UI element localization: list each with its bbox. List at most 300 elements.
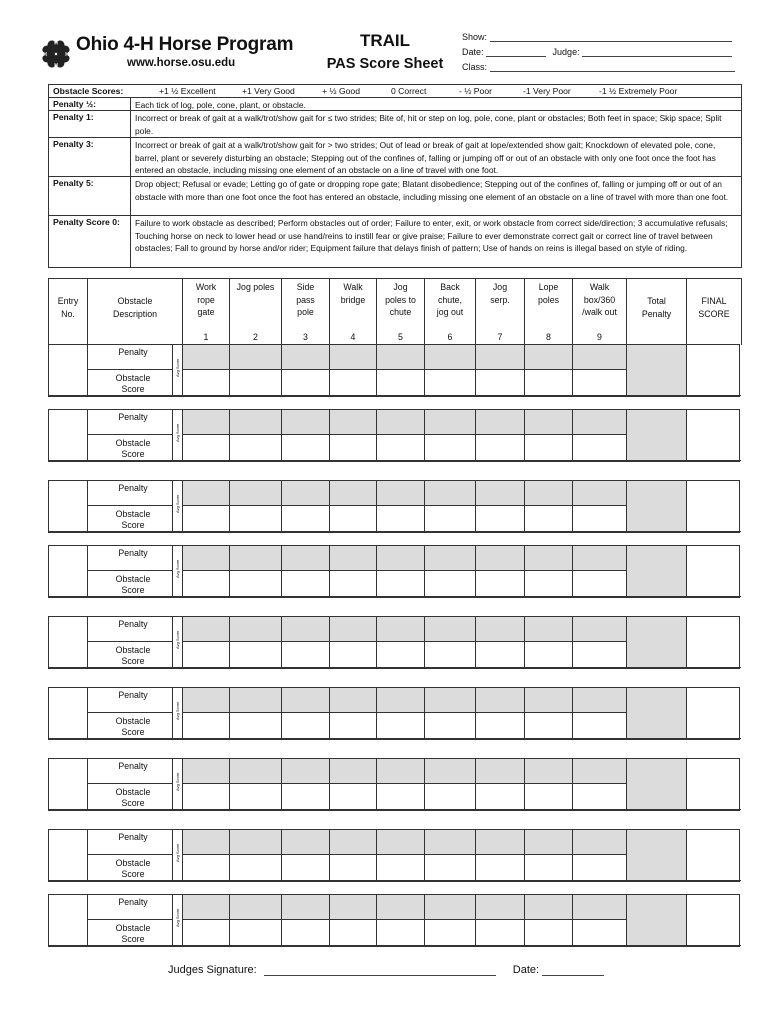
penalty-cell-4[interactable] bbox=[330, 617, 377, 642]
penalty-text: Incorrect or break of gait at a walk/trot/show gait for > two strides; Out of lead or break of gait at lope/extended show gait; Knockdown of elevated pole, cone, barrel, plant or severely disturbing an obstacle; Stepping out of the confines of, falling or jumping off or out of an obstacle with only one foot once the foot has entered an obstacle, including missing one element of an obstacle on a line of travel with one foot. bbox=[135, 140, 716, 176]
penalty-cell-7[interactable] bbox=[476, 345, 525, 370]
score-cell-9[interactable] bbox=[573, 506, 627, 532]
score-cell-2[interactable] bbox=[230, 435, 282, 461]
penalty-cell-3[interactable] bbox=[282, 759, 330, 784]
penalty-label: Penalty Score 0: bbox=[53, 217, 120, 227]
obstacle-header-1 bbox=[183, 279, 230, 345]
score-cell-3[interactable] bbox=[282, 571, 330, 597]
date-judge-field[interactable] bbox=[462, 47, 732, 57]
svg-text:H: H bbox=[43, 52, 47, 58]
final-score-cell[interactable] bbox=[687, 759, 741, 810]
penalty-cell-1[interactable] bbox=[183, 759, 230, 784]
penalty-cell-1[interactable] bbox=[183, 481, 230, 506]
penalty-cell-5[interactable] bbox=[377, 345, 425, 370]
footer-date-label: Date: bbox=[512, 964, 540, 976]
penalty-cell-7[interactable] bbox=[476, 481, 525, 506]
date-line bbox=[486, 47, 546, 57]
penalty-cell-4[interactable] bbox=[330, 759, 377, 784]
penalty-label-cell bbox=[88, 617, 173, 642]
score-cell-6[interactable] bbox=[425, 435, 476, 461]
penalty-cell-3[interactable] bbox=[282, 410, 330, 435]
score-label-cell bbox=[88, 370, 173, 396]
penalty-cell-9[interactable] bbox=[573, 830, 627, 855]
entry-number-cell[interactable] bbox=[49, 345, 88, 396]
entry-number-cell[interactable] bbox=[49, 688, 88, 739]
penalty-cell-3[interactable] bbox=[282, 345, 330, 370]
final-score-cell[interactable] bbox=[687, 481, 741, 532]
score-cell-2[interactable] bbox=[230, 784, 282, 810]
penalty-cell-9[interactable] bbox=[573, 410, 627, 435]
entry-number-cell[interactable] bbox=[49, 830, 88, 881]
avg-score-label: Avg Score bbox=[175, 494, 180, 513]
penalty-label: Penalty bbox=[118, 761, 148, 771]
score-cell-3[interactable] bbox=[282, 855, 330, 881]
final-score-cell[interactable] bbox=[687, 688, 741, 739]
final-score-cell[interactable] bbox=[687, 830, 741, 881]
avg-score-label: Avg Score bbox=[175, 559, 180, 578]
score-label-cell bbox=[88, 506, 173, 532]
penalty-cell-6[interactable] bbox=[425, 617, 476, 642]
penalty-cell-7[interactable] bbox=[476, 410, 525, 435]
judge-line bbox=[582, 47, 732, 57]
total-penalty-cell[interactable] bbox=[627, 345, 687, 396]
penalty-cell-5[interactable] bbox=[377, 546, 425, 571]
penalty-cell-4[interactable] bbox=[330, 688, 377, 713]
score-label: Obstacle Score bbox=[115, 787, 151, 808]
score-cell-6[interactable] bbox=[425, 571, 476, 597]
show-label: Show: bbox=[462, 32, 488, 42]
obstacle-header-3 bbox=[282, 279, 330, 345]
penalty-text: Incorrect or break of gait at a walk/trot/show gait for ≤ two strides; Bite of, hit or step on log, pole, cone, plant or obstacles; Both feet in space; Skip space; Split pole. bbox=[135, 113, 722, 136]
penalty-cell-5[interactable] bbox=[377, 410, 425, 435]
entry-number-cell[interactable] bbox=[49, 410, 88, 461]
score-item: +1 Very Good bbox=[242, 86, 295, 96]
score-cell-4[interactable] bbox=[330, 571, 377, 597]
penalty-cell-3[interactable] bbox=[282, 481, 330, 506]
penalty-cell-4[interactable] bbox=[330, 345, 377, 370]
total-penalty-header: Total Penalty bbox=[627, 279, 687, 345]
penalty-cell-8[interactable] bbox=[525, 410, 573, 435]
penalty-cell-5[interactable] bbox=[377, 759, 425, 784]
total-penalty-cell[interactable] bbox=[627, 759, 687, 810]
avg-score-cell bbox=[173, 410, 183, 461]
score-label-cell bbox=[88, 642, 173, 668]
score-cell-6[interactable] bbox=[425, 370, 476, 396]
entry-number-cell[interactable] bbox=[49, 759, 88, 810]
score-cell-8[interactable] bbox=[525, 571, 573, 597]
score-cell-5[interactable] bbox=[377, 506, 425, 532]
signature-line bbox=[264, 964, 496, 976]
class-line bbox=[490, 62, 735, 72]
penalty-cell-7[interactable] bbox=[476, 688, 525, 713]
penalty-text: Failure to work obstacle as described; Perform obstacles out of order; Failure to enter, exit, or work obstacle from correct side/direction; 3 accumulative refusals; Touching horse on neck to lower head or use hand/reins to instill fear or give praise; Failure to ever demonstrate correct gait or correct line of travel between obstacles; Fall to ground by horse and/or rider; Equipment failure that delays finish of pattern; Use of hands on reins is illegal based on style of riding. bbox=[135, 218, 728, 254]
score-cell-4[interactable] bbox=[330, 855, 377, 881]
penalty-cell-9[interactable] bbox=[573, 617, 627, 642]
score-cell-9[interactable] bbox=[573, 713, 627, 739]
avg-score-cell bbox=[173, 830, 183, 881]
penalty-label: Penalty bbox=[118, 548, 148, 558]
signature-row[interactable] bbox=[168, 964, 604, 976]
penalty-cell-1[interactable] bbox=[183, 410, 230, 435]
penalty-cell-8[interactable] bbox=[525, 895, 573, 920]
score-cell-2[interactable] bbox=[230, 506, 282, 532]
penalty-label-cell bbox=[88, 410, 173, 435]
entry-block bbox=[48, 687, 740, 740]
penalty-cell-2[interactable] bbox=[230, 830, 282, 855]
penalty-cell-5[interactable] bbox=[377, 617, 425, 642]
score-cell-1[interactable] bbox=[183, 370, 230, 396]
score-cell-1[interactable] bbox=[183, 855, 230, 881]
description-header: Obstacle Description bbox=[88, 279, 183, 345]
penalty-cell-3[interactable] bbox=[282, 830, 330, 855]
score-cell-6[interactable] bbox=[425, 920, 476, 946]
penalty-cell-9[interactable] bbox=[573, 546, 627, 571]
score-cell-4[interactable] bbox=[330, 506, 377, 532]
penalty-label: Penalty bbox=[118, 897, 148, 907]
penalty-row bbox=[49, 98, 741, 111]
class-field[interactable] bbox=[462, 62, 735, 72]
penalty-label: Penalty bbox=[118, 832, 148, 842]
score-label-cell bbox=[88, 571, 173, 597]
penalty-label: Penalty bbox=[118, 483, 148, 493]
penalty-cell-4[interactable] bbox=[330, 830, 377, 855]
score-cell-7[interactable] bbox=[476, 920, 525, 946]
avg-score-cell bbox=[173, 759, 183, 810]
penalty-cell-5[interactable] bbox=[377, 481, 425, 506]
penalty-cell-6[interactable] bbox=[425, 759, 476, 784]
penalty-cell-4[interactable] bbox=[330, 410, 377, 435]
penalty-cell-2[interactable] bbox=[230, 546, 282, 571]
judge-label: Judge: bbox=[552, 47, 580, 57]
score-cell-6[interactable] bbox=[425, 506, 476, 532]
obstacle-header-6 bbox=[425, 279, 476, 345]
avg-score-cell bbox=[173, 617, 183, 668]
score-label-cell bbox=[88, 784, 173, 810]
total-penalty-cell[interactable] bbox=[627, 895, 687, 946]
obstacle-name: Jog poles to chute bbox=[385, 282, 416, 317]
svg-text:H: H bbox=[65, 52, 69, 58]
penalty-cell-6[interactable] bbox=[425, 688, 476, 713]
penalty-cell-7[interactable] bbox=[476, 830, 525, 855]
score-cell-9[interactable] bbox=[573, 920, 627, 946]
obstacle-number: 4 bbox=[350, 332, 356, 342]
penalty-text: Each tick of log, pole, cone, plant, or obstacle. bbox=[135, 100, 306, 110]
score-cell-2[interactable] bbox=[230, 855, 282, 881]
obstacle-header-7 bbox=[476, 279, 525, 345]
penalty-label: Penalty ½: bbox=[53, 99, 96, 109]
penalty-cell-5[interactable] bbox=[377, 688, 425, 713]
score-label-cell bbox=[88, 435, 173, 461]
score-label: Obstacle Score bbox=[115, 858, 151, 879]
score-cell-1[interactable] bbox=[183, 506, 230, 532]
penalty-cell-7[interactable] bbox=[476, 759, 525, 784]
penalty-cell-2[interactable] bbox=[230, 688, 282, 713]
penalty-cell-8[interactable] bbox=[525, 345, 573, 370]
total-penalty-cell[interactable] bbox=[627, 830, 687, 881]
score-cell-3[interactable] bbox=[282, 784, 330, 810]
penalty-cell-3[interactable] bbox=[282, 617, 330, 642]
penalty-cell-9[interactable] bbox=[573, 688, 627, 713]
penalty-cell-2[interactable] bbox=[230, 410, 282, 435]
score-cell-1[interactable] bbox=[183, 784, 230, 810]
avg-score-cell bbox=[173, 688, 183, 739]
penalty-label-cell bbox=[88, 546, 173, 571]
score-grid-header bbox=[48, 278, 742, 345]
final-score-cell[interactable] bbox=[687, 345, 741, 396]
avg-score-label: Avg Score bbox=[175, 423, 180, 442]
penalty-cell-2[interactable] bbox=[230, 617, 282, 642]
score-label: Obstacle Score bbox=[115, 373, 151, 394]
penalty-cell-8[interactable] bbox=[525, 481, 573, 506]
penalty-cell-8[interactable] bbox=[525, 546, 573, 571]
score-cell-1[interactable] bbox=[183, 713, 230, 739]
svg-text:H: H bbox=[54, 40, 58, 47]
score-cell-6[interactable] bbox=[425, 713, 476, 739]
svg-text:H: H bbox=[54, 63, 58, 69]
penalty-cell-8[interactable] bbox=[525, 830, 573, 855]
score-cell-1[interactable] bbox=[183, 642, 230, 668]
avg-score-cell bbox=[173, 345, 183, 396]
total-penalty-cell[interactable] bbox=[627, 410, 687, 461]
avg-score-label: Avg Score bbox=[175, 908, 180, 927]
score-item: +1 ½ Excellent bbox=[159, 86, 216, 96]
penalty-label-cell bbox=[88, 345, 173, 370]
score-cell-9[interactable] bbox=[573, 370, 627, 396]
obstacle-name: Jog poles bbox=[236, 282, 275, 292]
score-cell-9[interactable] bbox=[573, 784, 627, 810]
obstacle-number: 8 bbox=[546, 332, 551, 342]
score-cell-2[interactable] bbox=[230, 370, 282, 396]
sheet-title: TRAIL bbox=[359, 31, 411, 50]
obstacle-number: 6 bbox=[447, 332, 453, 342]
score-item: - ½ Poor bbox=[459, 86, 492, 96]
obstacle-number: 3 bbox=[303, 332, 308, 342]
score-label: Obstacle Score bbox=[115, 509, 151, 530]
entry-number-cell[interactable] bbox=[49, 895, 88, 946]
score-label: Obstacle Score bbox=[115, 438, 151, 459]
footer-date-line bbox=[542, 964, 604, 976]
entry-number-cell[interactable] bbox=[49, 617, 88, 668]
obstacle-number: 1 bbox=[203, 332, 209, 342]
penalty-cell-1[interactable] bbox=[183, 546, 230, 571]
score-label-cell bbox=[88, 920, 173, 946]
entry-block bbox=[48, 894, 740, 947]
penalty-label-cell bbox=[88, 830, 173, 855]
score-cell-1[interactable] bbox=[183, 920, 230, 946]
penalty-label: Penalty 5: bbox=[53, 178, 94, 188]
penalty-cell-1[interactable] bbox=[183, 617, 230, 642]
score-cell-5[interactable] bbox=[377, 370, 425, 396]
penalty-cell-4[interactable] bbox=[330, 895, 377, 920]
date-label: Date: bbox=[462, 47, 484, 57]
obstacle-header-9 bbox=[573, 279, 627, 345]
score-cell-5[interactable] bbox=[377, 571, 425, 597]
entry-number-cell[interactable] bbox=[49, 481, 88, 532]
score-cell-9[interactable] bbox=[573, 571, 627, 597]
obstacle-header-8 bbox=[525, 279, 573, 345]
penalty-cell-7[interactable] bbox=[476, 895, 525, 920]
obstacle-name: Jog serp. bbox=[490, 282, 510, 305]
score-cell-3[interactable] bbox=[282, 642, 330, 668]
penalty-cell-3[interactable] bbox=[282, 895, 330, 920]
score-cell-4[interactable] bbox=[330, 435, 377, 461]
org-name: Ohio 4-H Horse Program bbox=[76, 34, 294, 55]
avg-score-label: Avg Score bbox=[175, 630, 180, 649]
penalty-cell-6[interactable] bbox=[425, 895, 476, 920]
penalty-cell-8[interactable] bbox=[525, 617, 573, 642]
score-cell-9[interactable] bbox=[573, 435, 627, 461]
penalty-cell-6[interactable] bbox=[425, 410, 476, 435]
penalty-cell-1[interactable] bbox=[183, 688, 230, 713]
total-penalty-cell[interactable] bbox=[627, 688, 687, 739]
penalty-row bbox=[49, 138, 741, 177]
penalty-cell-5[interactable] bbox=[377, 830, 425, 855]
avg-score-label: Avg Score bbox=[175, 358, 180, 377]
obstacle-name: Work rope gate bbox=[195, 282, 217, 317]
score-cell-8[interactable] bbox=[525, 713, 573, 739]
penalty-cell-8[interactable] bbox=[525, 688, 573, 713]
score-cell-4[interactable] bbox=[330, 920, 377, 946]
scores-label: Obstacle Scores: bbox=[53, 86, 124, 96]
final-score-cell[interactable] bbox=[687, 617, 741, 668]
penalty-cell-6[interactable] bbox=[425, 546, 476, 571]
penalty-cell-7[interactable] bbox=[476, 546, 525, 571]
penalty-cell-9[interactable] bbox=[573, 759, 627, 784]
score-cell-6[interactable] bbox=[425, 642, 476, 668]
avg-score-label: Avg Score bbox=[175, 772, 180, 791]
score-cell-7[interactable] bbox=[476, 855, 525, 881]
penalty-cell-2[interactable] bbox=[230, 345, 282, 370]
score-cell-8[interactable] bbox=[525, 855, 573, 881]
show-field[interactable] bbox=[462, 32, 732, 42]
entry-block bbox=[48, 829, 740, 882]
avg-score-cell bbox=[173, 546, 183, 597]
score-cell-8[interactable] bbox=[525, 784, 573, 810]
obstacle-name: Walk bridge bbox=[340, 282, 366, 305]
penalty-cell-2[interactable] bbox=[230, 895, 282, 920]
obstacle-name: Walk box/360 /walk out bbox=[582, 282, 617, 317]
penalty-cell-9[interactable] bbox=[573, 481, 627, 506]
penalty-cell-6[interactable] bbox=[425, 481, 476, 506]
total-penalty-cell[interactable] bbox=[627, 617, 687, 668]
obstacle-header-2 bbox=[230, 279, 282, 345]
entry-block bbox=[48, 480, 740, 533]
penalty-cell-4[interactable] bbox=[330, 546, 377, 571]
score-cell-4[interactable] bbox=[330, 713, 377, 739]
total-penalty-cell[interactable] bbox=[627, 546, 687, 597]
score-cell-1[interactable] bbox=[183, 435, 230, 461]
penalty-cell-4[interactable] bbox=[330, 481, 377, 506]
score-cell-9[interactable] bbox=[573, 642, 627, 668]
score-cell-5[interactable] bbox=[377, 855, 425, 881]
score-item: + ½ Good bbox=[322, 86, 360, 96]
obstacle-scores-row bbox=[49, 85, 741, 98]
entry-number-cell[interactable] bbox=[49, 546, 88, 597]
score-cell-8[interactable] bbox=[525, 920, 573, 946]
score-cell-9[interactable] bbox=[573, 855, 627, 881]
penalty-cell-1[interactable] bbox=[183, 830, 230, 855]
score-cell-1[interactable] bbox=[183, 571, 230, 597]
score-cell-8[interactable] bbox=[525, 506, 573, 532]
penalty-label: Penalty 1: bbox=[53, 112, 94, 122]
penalty-cell-3[interactable] bbox=[282, 546, 330, 571]
score-label-cell bbox=[88, 855, 173, 881]
final-score-cell[interactable] bbox=[687, 410, 741, 461]
score-cell-6[interactable] bbox=[425, 855, 476, 881]
score-cell-7[interactable] bbox=[476, 713, 525, 739]
penalty-cell-2[interactable] bbox=[230, 759, 282, 784]
score-item: -1 ½ Extremely Poor bbox=[599, 86, 678, 96]
penalty-cell-1[interactable] bbox=[183, 895, 230, 920]
entry-block bbox=[48, 616, 740, 669]
score-cell-8[interactable] bbox=[525, 435, 573, 461]
score-cell-7[interactable] bbox=[476, 642, 525, 668]
score-cell-5[interactable] bbox=[377, 642, 425, 668]
penalty-cell-8[interactable] bbox=[525, 759, 573, 784]
penalty-cell-6[interactable] bbox=[425, 830, 476, 855]
penalty-label-cell bbox=[88, 759, 173, 784]
final-score-cell[interactable] bbox=[687, 546, 741, 597]
obstacle-number: 2 bbox=[253, 332, 258, 342]
score-cell-3[interactable] bbox=[282, 506, 330, 532]
score-cell-2[interactable] bbox=[230, 571, 282, 597]
score-cell-3[interactable] bbox=[282, 920, 330, 946]
score-cell-5[interactable] bbox=[377, 784, 425, 810]
class-label: Class: bbox=[462, 62, 488, 72]
penalty-cell-7[interactable] bbox=[476, 617, 525, 642]
score-cell-4[interactable] bbox=[330, 370, 377, 396]
penalty-cell-9[interactable] bbox=[573, 345, 627, 370]
score-cell-5[interactable] bbox=[377, 713, 425, 739]
score-cell-3[interactable] bbox=[282, 435, 330, 461]
score-cell-5[interactable] bbox=[377, 920, 425, 946]
score-cell-7[interactable] bbox=[476, 370, 525, 396]
obstacle-name: Side pass pole bbox=[296, 282, 315, 317]
score-cell-2[interactable] bbox=[230, 713, 282, 739]
entry-block bbox=[48, 758, 740, 811]
score-label-cell bbox=[88, 713, 173, 739]
score-item: 0 Correct bbox=[391, 86, 427, 96]
score-cell-2[interactable] bbox=[230, 920, 282, 946]
score-cell-8[interactable] bbox=[525, 642, 573, 668]
score-cell-7[interactable] bbox=[476, 435, 525, 461]
penalty-cell-9[interactable] bbox=[573, 895, 627, 920]
penalty-cell-6[interactable] bbox=[425, 345, 476, 370]
penalty-cell-5[interactable] bbox=[377, 895, 425, 920]
penalty-label: Penalty bbox=[118, 347, 148, 357]
final-score-header: FINAL SCORE bbox=[698, 296, 730, 319]
score-cell-7[interactable] bbox=[476, 506, 525, 532]
penalty-cell-1[interactable] bbox=[183, 345, 230, 370]
score-cell-7[interactable] bbox=[476, 571, 525, 597]
penalty-cell-2[interactable] bbox=[230, 481, 282, 506]
penalty-label: Penalty bbox=[118, 619, 148, 629]
score-cell-6[interactable] bbox=[425, 784, 476, 810]
penalty-key-box bbox=[48, 84, 742, 268]
score-cell-4[interactable] bbox=[330, 784, 377, 810]
total-penalty-cell[interactable] bbox=[627, 481, 687, 532]
score-cell-4[interactable] bbox=[330, 642, 377, 668]
score-cell-5[interactable] bbox=[377, 435, 425, 461]
final-score-cell[interactable] bbox=[687, 895, 741, 946]
score-cell-8[interactable] bbox=[525, 370, 573, 396]
penalty-cell-3[interactable] bbox=[282, 688, 330, 713]
score-cell-3[interactable] bbox=[282, 713, 330, 739]
score-cell-2[interactable] bbox=[230, 642, 282, 668]
score-cell-7[interactable] bbox=[476, 784, 525, 810]
score-label: Obstacle Score bbox=[115, 645, 151, 666]
score-cell-3[interactable] bbox=[282, 370, 330, 396]
